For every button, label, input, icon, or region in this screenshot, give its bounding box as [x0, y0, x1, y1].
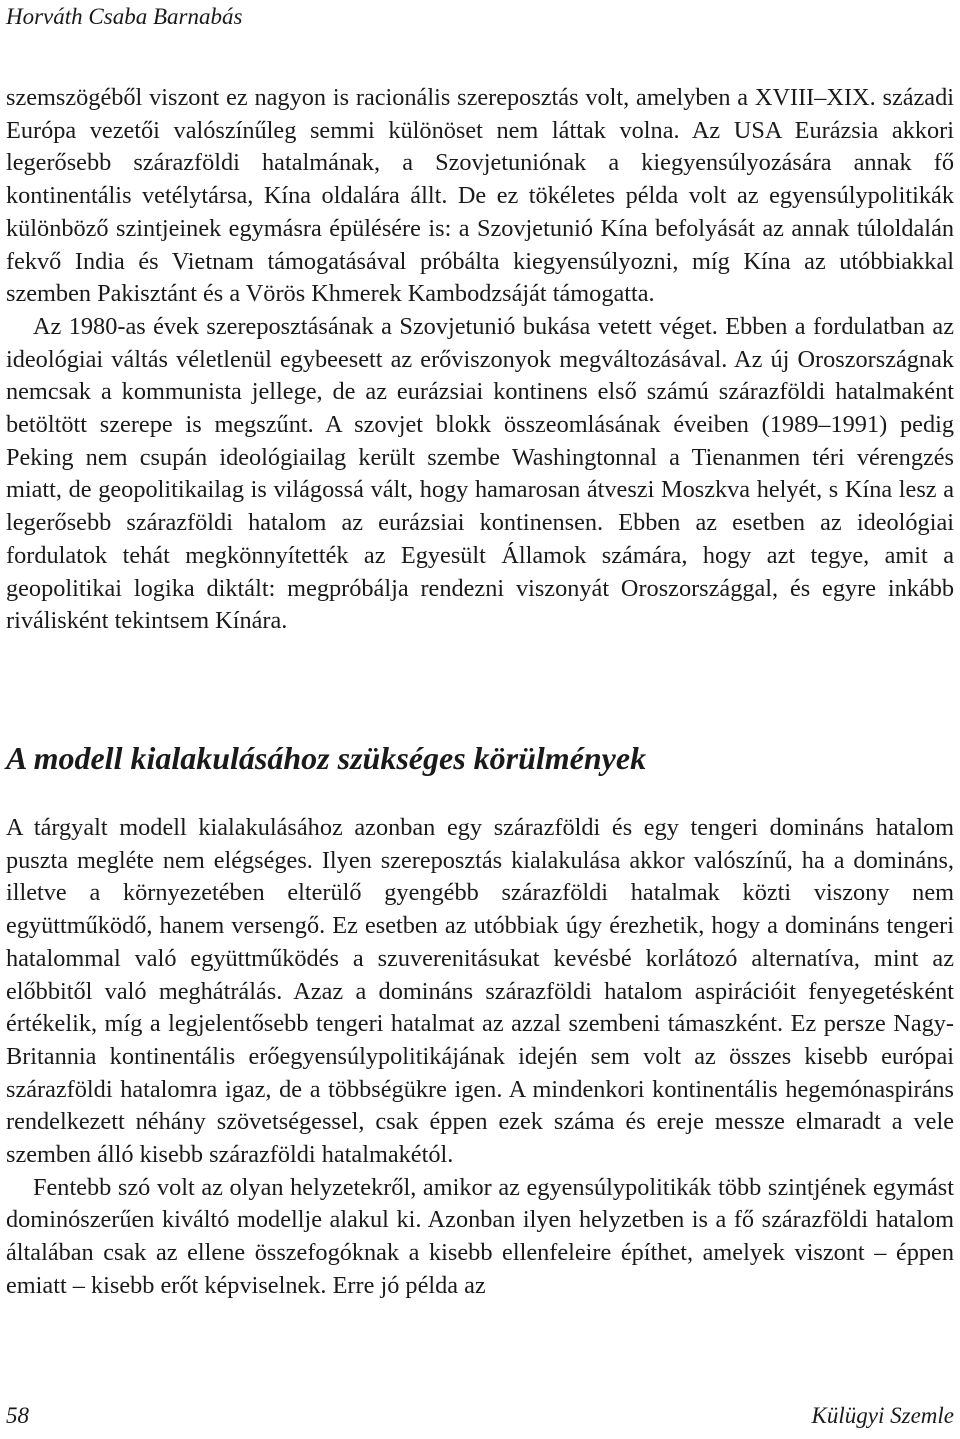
page-number: 58 — [6, 1403, 29, 1428]
paragraph: A tárgyalt modell kialakulásához azonban egy szárazföldi és egy tengeri domináns hatalom puszta megléte nem elégséges. Ilyen szereposztás kialakulása akkor valószínű, ha a domináns, illetve a környezetében elterülő gyengébb szárazföldi hatalmak közti viszony nem együttműködő, hanem versengő. Ez esetben az utóbbiak úgy érezhetik, hogy a domináns tengeri hatalommal való együttműködés a szuverenitásukat kevésbé korlátozó alternatíva, mint az előbbitől való meghátrálás. Azaz a domináns szárazföldi hatalom aspirációit fenyegetésként értékelik, míg a legjelentősebb tengeri hatalmat az azzal szembeni támaszként. Ez persze Nagy-Britannia kontinentális erőegyensúlypolitikájának idején sem volt az összes kisebb európai szárazföldi hatalomra igaz, de a többségükre igen. A mindenkori kontinentális hegemónaspiráns rendelkezett néhány szövetségessel, csak éppen ezek száma és ereje messze elmaradt a vele szemben álló kisebb szárazföldi hatalmakétól. — [6, 814, 954, 1169]
section-heading: A modell kialakulásához szükséges körülmények — [6, 740, 647, 776]
paragraph-continued: szemszögéből viszont ez nagyon is racionális szereposztás volt, amelyben a XVIII–XIX. századi Európa vezetői valószínűleg semmi különöset nem láttak volna. Az USA Eurázsia akkori legerősebb szárazföldi hatalmának, a Szovjetuniónak a kiegyensúlyozására annak fő kontinentális vetélytársa, Kína oldalára állt. De ez tökéletes példa volt az egyensúlypolitikák különböző szintjeinek egymásra épülésére is: a Szovjetunió Kína befolyását az annak túloldalán fekvő India és Vietnam támogatásával próbálta kiegyensúlyozni, míg Kína az utóbbiakkal szemben Pakisztánt és a Vörös Khmerek Kambodzsáját támogatta. — [6, 84, 954, 308]
paragraph: Fentebb szó volt az olyan helyzetekről, amikor az egyensúlypolitikák több szintjének egymást dominószerűen kiváltó modellje alakul ki. Azonban ilyen helyzetben is a fő szárazföldi hatalom általában csak az ellene összefogóknak a kisebb ellenfeleire építhet, amelyek viszont – éppen emiatt – kisebb erőt képviselnek. Erre jó példa az — [6, 1173, 954, 1299]
paragraph: Az 1980-as évek szereposztásának a Szovjetunió bukása vetett véget. Ebben a fordulatban az ideológiai váltás véletlenül egybeesett az erőviszonyok megváltozásával. Az új Oroszországnak nemcsak a kommunista jellege, de az eurázsiai kontinens első számú szárazföldi hatalmaként betöltött szerepe is megszűnt. A szovjet blokk összeomlásának éveiben (1989–1991) pedig Peking nem csupán ideológiailag került szembe Washingtonnal a Tienanmen téri vérengzés miatt, de geopolitikailag is világossá vált, hogy hamarosan átveszi Moszkva helyét, s Kína lesz a legerősebb szárazföldi hatalom az eurázsiai kontinensen. Ebben az esetben az ideológiai fordulatok tehát megkönnyítették az Egyesült Államok számára, hogy azt tegye, amit a geopolitikai logika diktált: megpróbálja rendezni viszonyát Oroszországgal, és egyre inkább riválisként tekintsem Kínára. — [6, 312, 954, 635]
journal-title: Külügyi Szemle — [811, 1403, 954, 1428]
body-text-lower — [6, 812, 954, 1303]
running-header-author: Horváth Csaba Barnabás — [6, 4, 243, 29]
body-text-upper — [6, 82, 954, 638]
